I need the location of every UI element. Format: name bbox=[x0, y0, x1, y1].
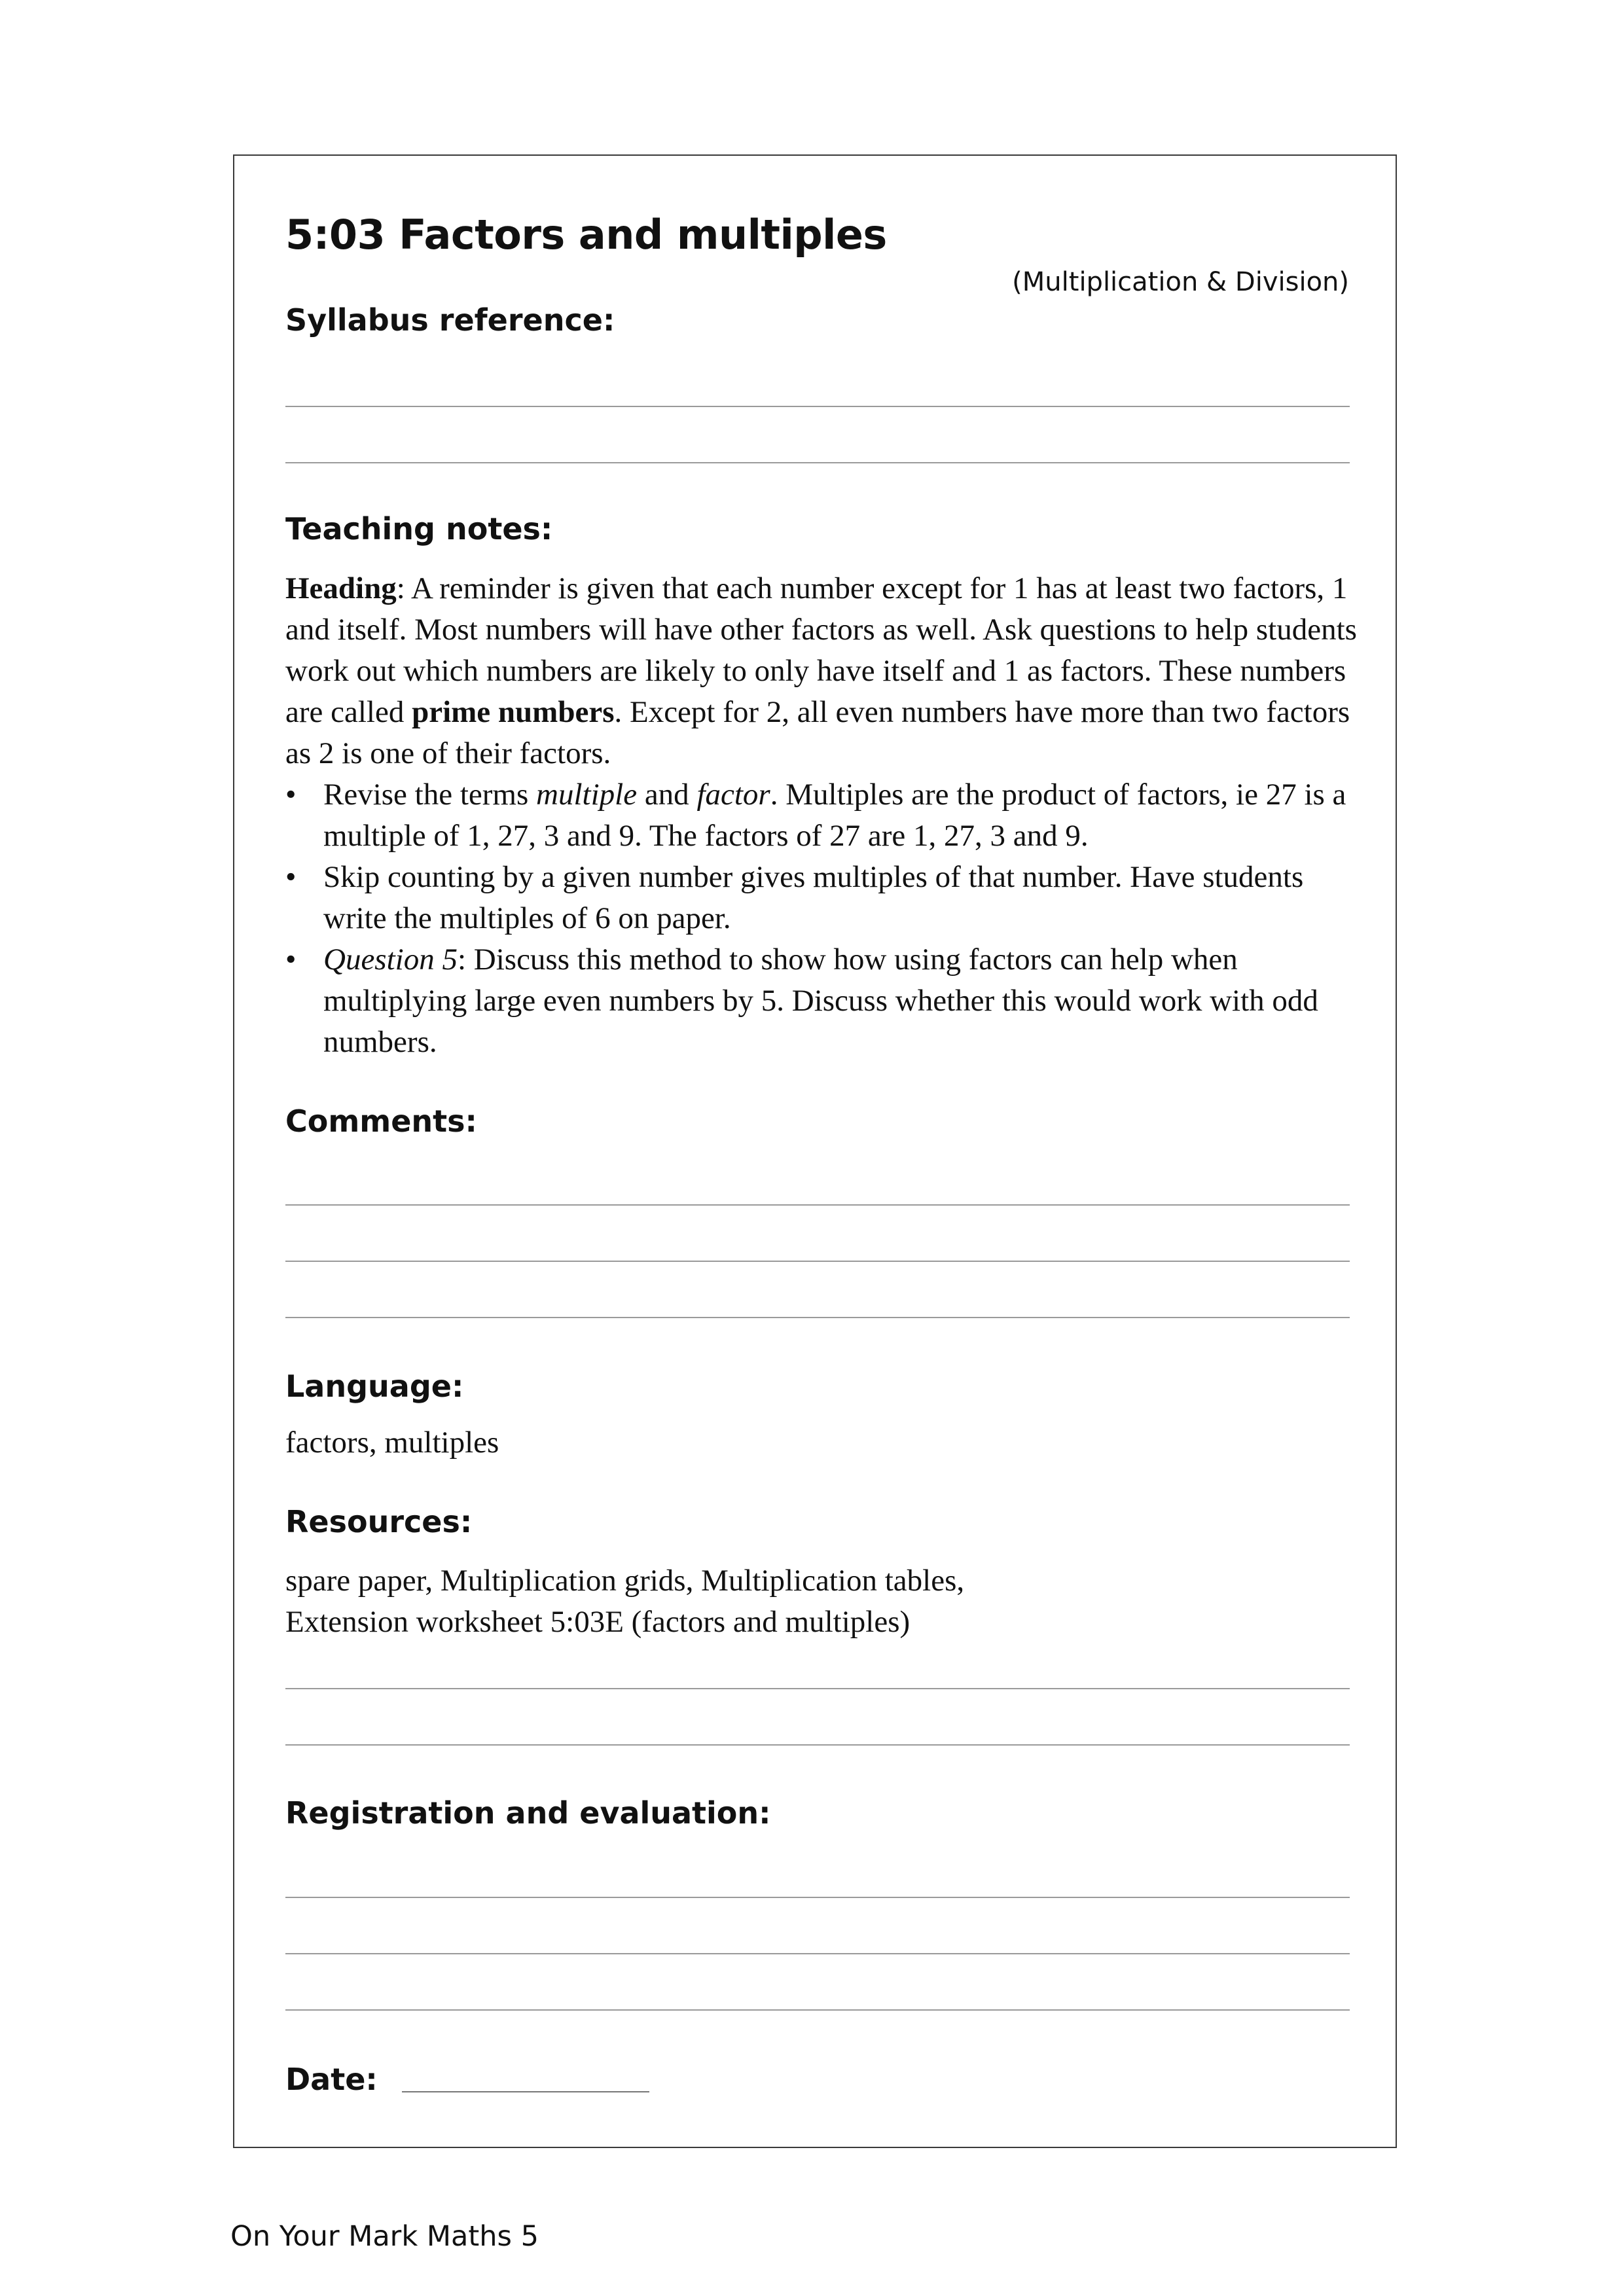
comments-line-3[interactable] bbox=[285, 1317, 1350, 1318]
bullet-icon: • bbox=[285, 942, 297, 977]
teaching-notes-body bbox=[285, 568, 1359, 1063]
language-heading: Language: bbox=[285, 1369, 464, 1404]
comments-line-2[interactable] bbox=[285, 1261, 1350, 1262]
syllabus-heading: Syllabus reference: bbox=[285, 302, 615, 338]
page-title: 5:03 Factors and multiples bbox=[285, 211, 887, 259]
worksheet-frame bbox=[233, 154, 1397, 2148]
registration-line-2[interactable] bbox=[285, 1953, 1350, 1954]
teaching-intro-bold: Heading bbox=[285, 571, 397, 605]
question-5-label: Question 5 bbox=[323, 942, 458, 977]
footer-text: On Your Mark Maths 5 bbox=[230, 2220, 539, 2253]
bullet-1-text: Revise the terms bbox=[323, 778, 537, 812]
bullet-1-text-and: and bbox=[637, 778, 697, 812]
resources-line-2: Extension worksheet 5:03E (factors and multiples) bbox=[285, 1605, 911, 1639]
resources-line-1: spare paper, Multiplication grids, Multiplication tables, bbox=[285, 1564, 965, 1598]
date-field-line[interactable] bbox=[402, 2091, 649, 2092]
bullet-icon: • bbox=[285, 778, 297, 812]
bullet-3-text: : Discuss this method to show how using factors can help when multiplying large even numbers by 5. Discuss whether this would work with odd numbers. bbox=[323, 942, 1318, 1059]
registration-line-3[interactable] bbox=[285, 2009, 1350, 2011]
topic-label: (Multiplication & Division) bbox=[1012, 267, 1349, 297]
syllabus-line-2[interactable] bbox=[285, 462, 1350, 463]
comments-line-1[interactable] bbox=[285, 1204, 1350, 1206]
teaching-notes-heading: Teaching notes: bbox=[285, 511, 553, 547]
bullet-item-skip-counting bbox=[285, 857, 1359, 939]
resources-line-a[interactable] bbox=[285, 1688, 1350, 1689]
bullet-1-text-end: . Multiples are the product of factors, ie 27 is a multiple of 1, 27, 3 and 9. The factors of 27 are 1, 27, 3 and 9. bbox=[323, 778, 1346, 853]
prime-numbers-term: prime numbers bbox=[412, 695, 615, 729]
bullet-2-text: Skip counting by a given number gives multiples of that number. Have students write the multiples of 6 on paper. bbox=[323, 860, 1304, 935]
multiple-term: multiple bbox=[536, 778, 638, 812]
teaching-intro-paragraph bbox=[285, 568, 1359, 774]
bullet-icon: • bbox=[285, 860, 297, 894]
syllabus-line-1[interactable] bbox=[285, 406, 1350, 407]
teaching-bullet-list bbox=[285, 774, 1359, 1063]
registration-line-1[interactable] bbox=[285, 1897, 1350, 1898]
bullet-item-revise-terms bbox=[285, 774, 1359, 857]
teaching-intro-text: : A reminder is given that each number except for 1 has at least two factors, 1 and itself. Most numbers will have other factors as well. Ask questions to help students work out which numbers are likely to only have itself and 1 as factors. These numbers are called bbox=[285, 571, 1357, 729]
resources-text bbox=[285, 1560, 1359, 1643]
resources-heading: Resources: bbox=[285, 1504, 473, 1539]
comments-heading: Comments: bbox=[285, 1103, 477, 1139]
language-text: factors, multiples bbox=[285, 1426, 499, 1460]
resources-line-b[interactable] bbox=[285, 1744, 1350, 1746]
teaching-intro-text-end: . Except for 2, all even numbers have more than two factors as 2 is one of their factors. bbox=[285, 695, 1350, 770]
registration-heading: Registration and evaluation: bbox=[285, 1795, 771, 1831]
date-label: Date: bbox=[285, 2062, 378, 2097]
factor-term: factor bbox=[696, 778, 770, 812]
bullet-item-question-5 bbox=[285, 939, 1359, 1063]
